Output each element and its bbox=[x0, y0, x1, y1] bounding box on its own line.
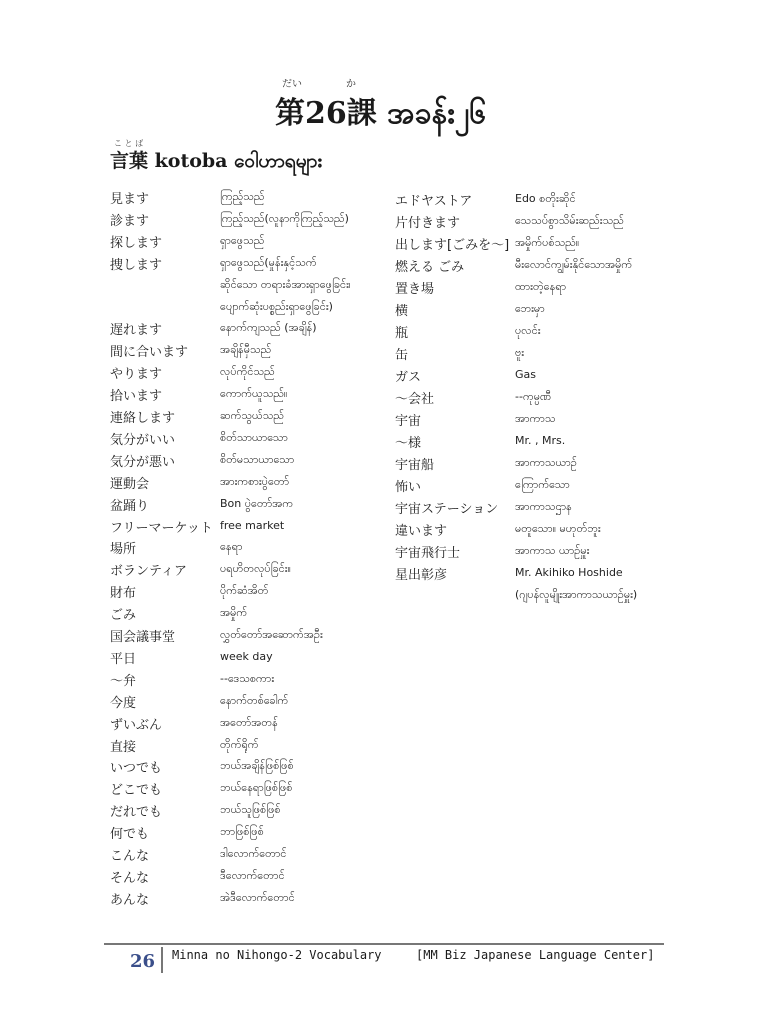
vocab-row bbox=[110, 298, 390, 320]
vocab-japanese: 出します[ごみを～] bbox=[395, 238, 510, 253]
vocab-japanese: ガス bbox=[395, 370, 422, 385]
vocab-japanese: 国会議事堂 bbox=[110, 630, 176, 645]
vocab-row bbox=[110, 451, 390, 473]
vocab-myanmar: နေရာ bbox=[220, 540, 243, 554]
vocab-row bbox=[110, 538, 390, 560]
vocab-japanese: 平日 bbox=[110, 651, 137, 667]
vocab-myanmar: မတူသော။ မဟုတ်ဘူး bbox=[515, 522, 601, 535]
vocab-row bbox=[110, 385, 390, 407]
vocab-japanese: 運動会 bbox=[110, 476, 150, 492]
vocab-row bbox=[110, 210, 390, 232]
vocab-row bbox=[395, 410, 675, 432]
vocab-japanese: 燃える ごみ bbox=[395, 260, 465, 275]
vocab-japanese: ずいぶん bbox=[110, 717, 163, 733]
vocab-myanmar: အာကာသ bbox=[515, 412, 556, 425]
vocab-japanese: 捜します bbox=[110, 257, 163, 273]
vocab-myanmar: ပရဟိတလုပ်ခြင်း။ bbox=[220, 562, 291, 576]
vocab-row bbox=[395, 256, 675, 278]
vocab-row bbox=[395, 190, 675, 212]
vocab-japanese: 何でも bbox=[110, 827, 150, 843]
title-ruby-ka: か bbox=[346, 79, 356, 90]
vocab-row bbox=[110, 714, 390, 736]
vocab-row bbox=[110, 254, 390, 276]
vocab-myanmar: ဘယ်အချိန်ဖြစ်ဖြစ် bbox=[220, 759, 294, 773]
vocab-japanese: 連絡します bbox=[110, 411, 176, 426]
vocab-japanese: 診ます bbox=[110, 213, 150, 229]
vocab-myanmar: အားကစားပွဲတော် bbox=[220, 474, 290, 488]
vocab-myanmar: ကြည့်သည် bbox=[220, 190, 265, 203]
vocab-myanmar: ဘေးမှာ bbox=[515, 302, 545, 315]
vocab-row bbox=[110, 736, 390, 758]
vocab-row bbox=[395, 278, 675, 300]
vocab-japanese: 気分がいい bbox=[110, 432, 176, 448]
vocab-myanmar: ရှာဖွေသည် bbox=[220, 233, 265, 247]
vocab-japanese: 今度 bbox=[110, 695, 137, 711]
vocab-myanmar: ဒါလောက်တောင် bbox=[220, 847, 287, 860]
vocab-japanese: 宇宙 bbox=[395, 414, 422, 429]
vocab-japanese: 拾います bbox=[110, 389, 163, 405]
vocab-japanese: 盆踊り bbox=[110, 498, 150, 514]
vocab-row bbox=[110, 692, 390, 714]
vocab-row bbox=[395, 322, 675, 344]
vocab-row bbox=[110, 604, 390, 626]
title-ruby-dai: だい bbox=[282, 79, 302, 90]
vocab-row bbox=[395, 520, 675, 542]
vocab-myanmar: စိတ်မသာယာသော bbox=[220, 452, 295, 466]
vocab-japanese: あんな bbox=[110, 892, 150, 908]
vocab-japanese: 場所 bbox=[110, 542, 137, 558]
vocab-japanese: だれでも bbox=[110, 805, 163, 821]
vocab-japanese: 瓶 bbox=[395, 326, 409, 341]
vocab-japanese: ～弁 bbox=[110, 673, 137, 689]
vocab-row bbox=[395, 476, 675, 498]
vocab-myanmar: Mr. Akihiko Hoshide bbox=[515, 566, 623, 579]
vocab-row bbox=[110, 495, 390, 517]
vocab-japanese: やります bbox=[110, 367, 163, 383]
vocab-japanese: いつでも bbox=[110, 761, 163, 777]
vocab-row bbox=[395, 564, 675, 586]
vocab-japanese: 横 bbox=[395, 304, 409, 319]
footer-separator bbox=[161, 947, 163, 973]
vocab-myanmar: ပိုက်ဆံအိတ် bbox=[220, 584, 269, 598]
vocab-row bbox=[110, 867, 390, 889]
vocab-row bbox=[110, 648, 390, 670]
vocab-column-left bbox=[110, 188, 390, 918]
vocab-myanmar: ပုလင်း bbox=[515, 324, 541, 337]
vocab-japanese: 財布 bbox=[110, 586, 137, 602]
vocab-row bbox=[110, 560, 390, 582]
vocab-myanmar: အာကာသယာဉ် bbox=[515, 456, 577, 469]
vocab-japanese: 宇宙飛行士 bbox=[395, 546, 461, 561]
vocab-row bbox=[395, 454, 675, 476]
vocab-row bbox=[395, 388, 675, 410]
vocab-japanese: そんな bbox=[110, 870, 150, 886]
vocab-japanese: 探します bbox=[110, 235, 163, 251]
footer-book-title: Minna no Nihongo-2 Vocabulary bbox=[172, 948, 382, 962]
vocab-myanmar: ဗူး bbox=[515, 346, 525, 359]
vocab-row bbox=[110, 779, 390, 801]
vocab-row bbox=[395, 586, 675, 608]
vocab-japanese: フリーマーケット bbox=[110, 520, 213, 536]
vocab-myanmar: ထားတဲ့နေရာ bbox=[515, 280, 567, 293]
vocab-myanmar: ဒီလောက်တောင် bbox=[220, 868, 285, 882]
vocab-myanmar: --ဒေသစကား bbox=[220, 671, 275, 685]
vocab-myanmar: Bon ပွဲတော်အက bbox=[220, 496, 294, 510]
vocab-japanese: 宇宙ステーション bbox=[395, 502, 499, 517]
vocab-japanese: 片付きます bbox=[395, 216, 461, 231]
vocab-row bbox=[395, 212, 675, 234]
vocab-row bbox=[110, 188, 390, 210]
vocab-myanmar: နောက်တစ်ခေါက် bbox=[220, 693, 289, 707]
vocab-myanmar: မီးလောင်ကျွမ်းနိုင်သောအမှိုက် bbox=[515, 258, 633, 271]
vocab-japanese: ごみ bbox=[110, 608, 137, 624]
vocab-row bbox=[110, 670, 390, 692]
vocab-myanmar: free market bbox=[220, 518, 285, 532]
vocab-myanmar: ဘယ်သူဖြစ်ဖြစ် bbox=[220, 803, 281, 817]
vocab-column-right bbox=[395, 190, 675, 610]
vocab-row bbox=[110, 276, 390, 298]
vocab-row bbox=[110, 582, 390, 604]
vocab-myanmar: အာကာသ ယာဉ်မှူး bbox=[515, 544, 590, 557]
vocab-myanmar: ဘယ်နေရာဖြစ်ဖြစ် bbox=[220, 781, 293, 795]
vocab-myanmar: နောက်ကျသည် (အချိန်) bbox=[220, 321, 317, 335]
vocab-row bbox=[395, 300, 675, 322]
vocab-myanmar: တိုက်ရိုက် bbox=[220, 737, 259, 751]
vocab-japanese: 缶 bbox=[395, 348, 409, 363]
vocab-row bbox=[110, 626, 390, 648]
vocab-japanese: 怖い bbox=[395, 480, 422, 495]
vocab-row bbox=[395, 366, 675, 388]
vocab-row bbox=[110, 429, 390, 451]
vocab-myanmar: အချိန်မှီသည် bbox=[220, 343, 272, 357]
vocab-row bbox=[395, 234, 675, 256]
vocab-japanese: 宇宙船 bbox=[395, 458, 435, 473]
vocab-row bbox=[110, 889, 390, 911]
vocab-japanese: 見ます bbox=[110, 192, 150, 207]
vocab-myanmar: လုပ်ကိုင်သည် bbox=[220, 365, 275, 379]
vocab-myanmar: စိတ်သာယာသော bbox=[220, 430, 288, 444]
vocab-myanmar: Edo စတိုးဆိုင် bbox=[515, 192, 576, 205]
footer-divider bbox=[104, 943, 664, 945]
vocab-myanmar: ဆက်သွယ်သည် bbox=[220, 409, 284, 422]
section-title: 言葉 kotoba ဝေါဟာရများ bbox=[110, 150, 323, 172]
vocab-row bbox=[395, 432, 675, 454]
vocab-myanmar: ဆိုင်သော တရားခံအားရှာဖွေခြင်း၊ bbox=[220, 277, 351, 291]
vocab-row bbox=[395, 542, 675, 564]
vocab-myanmar: လွှတ်တော်အဆောက်အဦး bbox=[220, 628, 323, 641]
vocab-japanese: 直接 bbox=[110, 739, 137, 755]
vocab-japanese: ボランティア bbox=[110, 564, 187, 580]
vocab-myanmar: --ကုမ္ပဏီ bbox=[515, 390, 552, 403]
vocab-row bbox=[110, 319, 390, 341]
vocab-row bbox=[110, 341, 390, 363]
vocab-row bbox=[110, 473, 390, 495]
vocab-myanmar: ပျောက်ဆုံးပစ္စည်းရှာဖွေခြင်း) bbox=[220, 299, 333, 313]
vocab-japanese: 間に合います bbox=[110, 345, 189, 361]
vocab-row bbox=[110, 407, 390, 429]
vocab-myanmar: အမှိုက်ပစ်သည်။ bbox=[515, 236, 580, 249]
vocab-myanmar: ကောက်ယူသည်။ bbox=[220, 387, 288, 401]
vocab-row bbox=[110, 232, 390, 254]
vocab-japanese: どこでも bbox=[110, 783, 163, 799]
vocab-japanese: エドヤストア bbox=[395, 194, 473, 209]
vocab-myanmar: အဲဒီလောက်တောင် bbox=[220, 890, 295, 904]
vocab-row bbox=[395, 498, 675, 520]
page-number: 26 bbox=[130, 951, 156, 972]
vocab-myanmar: အမှိုက် bbox=[220, 606, 248, 620]
vocab-myanmar: သေသပ်စွာသိမ်းဆည်းသည် bbox=[515, 214, 624, 227]
vocab-japanese: ～会社 bbox=[395, 392, 435, 407]
vocab-myanmar: ကြည့်သည်(လူနာကိုကြည့်သည်) bbox=[220, 211, 349, 225]
vocab-myanmar: ကြောက်သော bbox=[515, 478, 570, 491]
vocab-myanmar: Mr. , Mrs. bbox=[515, 434, 566, 447]
vocab-japanese: こんな bbox=[110, 849, 150, 864]
vocab-japanese: 気分が悪い bbox=[110, 454, 176, 470]
footer-publisher: [MM Biz Japanese Language Center] bbox=[416, 948, 655, 962]
vocab-japanese: 遅れます bbox=[110, 323, 163, 339]
vocab-myanmar: ဘာဖြစ်ဖြစ် bbox=[220, 825, 264, 839]
vocab-row bbox=[110, 801, 390, 823]
vocab-myanmar: Gas bbox=[515, 368, 536, 381]
vocab-myanmar: ရှာဖွေသည်(မှုန်းနှင့်သက် bbox=[220, 255, 317, 269]
vocab-row bbox=[110, 363, 390, 385]
vocab-japanese: ～様 bbox=[395, 436, 422, 451]
vocab-row bbox=[395, 344, 675, 366]
vocab-myanmar: အာကာသဌာန bbox=[515, 500, 572, 513]
vocab-row bbox=[110, 845, 390, 867]
vocab-japanese: 置き場 bbox=[395, 282, 435, 297]
vocab-japanese: 違います bbox=[395, 524, 448, 539]
vocab-row bbox=[110, 517, 390, 539]
vocab-row bbox=[110, 757, 390, 779]
vocab-row bbox=[110, 823, 390, 845]
vocab-japanese: 星出彰彦 bbox=[395, 568, 448, 583]
vocab-myanmar: (ဂျပန်လူမျိုးအာကာသယာဉ်မှူး) bbox=[515, 588, 638, 601]
section-ruby: こ と ば bbox=[114, 139, 144, 148]
vocab-myanmar: အတော်အတန် bbox=[220, 715, 278, 729]
lesson-title: 第26課 အခန်း၂၆ bbox=[275, 96, 487, 131]
vocab-myanmar: week day bbox=[220, 649, 273, 663]
